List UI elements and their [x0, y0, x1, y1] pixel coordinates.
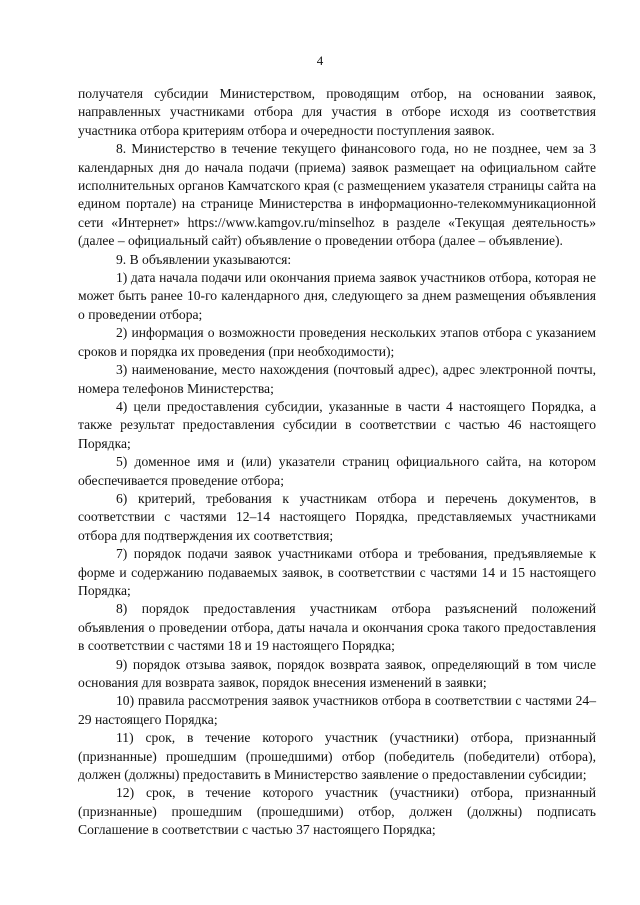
page-number: 4: [316, 53, 324, 68]
paragraph: 9. В объявлении указываются:: [116, 251, 292, 267]
document-body: [78, 85, 596, 840]
paragraph: 11) срок, в течение которого участник (участники) отбора, признанный (признанные) прошедшим (прошедшими) отбор (победитель (победители) отбора), должен (должны) предоставить в Министерство заявление о предоставлении субсидии;: [78, 730, 596, 783]
paragraph: 3) наименование, место нахождения (почтовый адрес), адрес электронной почты, номера телефонов Министерства;: [78, 362, 596, 396]
paragraph: 2) информация о возможности проведения нескольких этапов отбора с указанием сроков и порядка их проведения (при необходимости);: [78, 325, 596, 359]
paragraph: 4) цели предоставления субсидии, указанные в части 4 настоящего Порядка, а также результат предоставления субсидии в соответствии с частью 46 настоящего Порядка;: [78, 398, 596, 451]
paragraph: 9) порядок отзыва заявок, порядок возврата заявок, определяющий в том числе основания для возврата заявок, порядок внесения изменений в заявки;: [78, 656, 596, 690]
paragraph: 8. Министерство в течение текущего финансового года, но не позднее, чем за 3 календарных дня до начала подачи (приема) заявок размещает на официальном сайте исполнительных органов Камчатского края (с размещением указателя страницы сайта на едином портале) на странице Министерства в информационно-телекоммуникационной сети «Интернет» https://www.kamgov.ru/minselhoz в разделе «Текущая деятельность» (далее – официальный сайт) объявление о проведении отбора (далее – объявление).: [78, 141, 596, 249]
paragraph: 7) порядок подачи заявок участниками отбора и требования, предъявляемые к форме и содержанию подаваемых заявок, в соответствии с частями 14 и 15 настоящего Порядка;: [78, 546, 596, 598]
paragraph: 6) критерий, требования к участникам отбора и перечень документов, в соответствии с частями 12–14 настоящего Порядка, представляемых участниками отбора для подтверждения их соответствия;: [78, 490, 596, 543]
paragraph: получателя субсидии Министерством, проводящим отбор, на основании заявок, направленных участниками отбора для участия в отборе исходя из соответствия участника отбора критериям отбора и очередности поступления заявок.: [78, 86, 596, 138]
paragraph: 10) правила рассмотрения заявок участников отбора в соответствии с частями 24–29 настоящего Порядка;: [78, 693, 596, 727]
paragraph: 8) порядок предоставления участникам отбора разъяснений положений объявления о проведении отбора, даты начала и окончания срока такого предоставления в соответствии с частями 18 и 19 настоящего Порядка;: [78, 601, 596, 654]
paragraph: 5) доменное имя и (или) указатели страниц официального сайта, на котором обеспечивается проведение отбора;: [78, 454, 596, 488]
paragraph: 12) срок, в течение которого участник (участники) отбора, признанный (признанные) прошедшим (прошедшими) отбор, должен (должны) подписать Соглашение в соответствии с частью 37 настоящего Порядка;: [78, 785, 596, 838]
paragraph: 1) дата начала подачи или окончания приема заявок участников отбора, которая не может быть ранее 10-го календарного дня, следующего за днем размещения объявления о проведении отбора;: [78, 270, 596, 322]
